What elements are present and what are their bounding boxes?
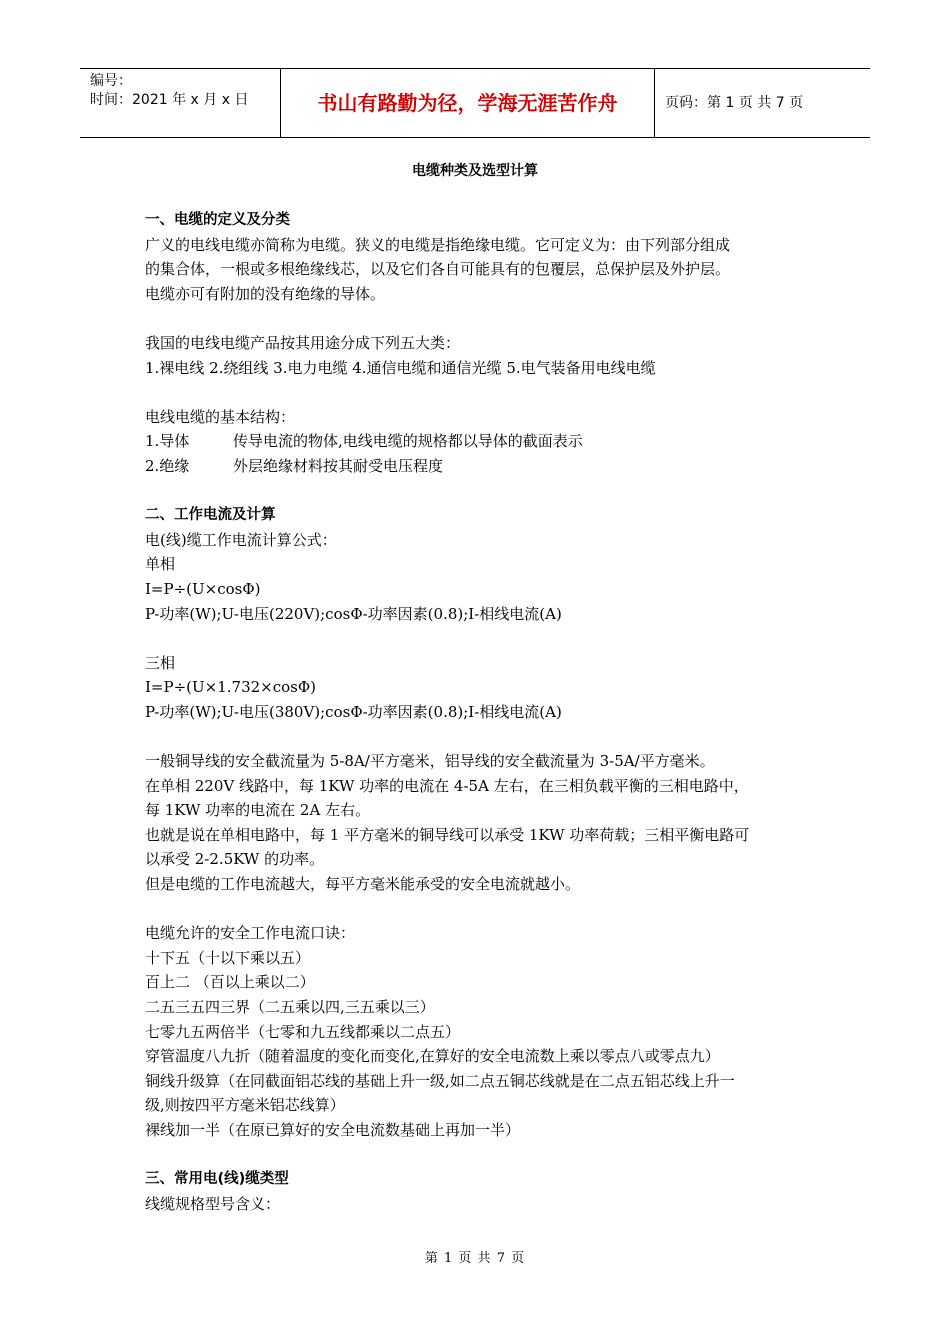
paragraph-line: 电缆允许的安全工作电流口诀： bbox=[145, 924, 356, 943]
structure-term: 2.绝缘 bbox=[145, 456, 190, 475]
header-page-info: 页码：第 1 页 共 7 页 bbox=[665, 95, 804, 111]
number-label: 编号： bbox=[90, 73, 132, 89]
header-meta bbox=[80, 69, 281, 137]
rhyme-line: 七零九五两倍半（七零和九五线都乘以二点五） bbox=[145, 1022, 461, 1041]
page-footer: 第 1 页 共 7 页 bbox=[424, 1251, 526, 1266]
rhyme-line: 穿管温度八九折（随着温度的变化而变化,在算好的安全电流数上乘以零点八或零点九） bbox=[145, 1047, 720, 1066]
header-slogan: 书山有路勤为径，学海无涯苦作舟 bbox=[281, 69, 655, 137]
paragraph-line: 电(线)缆工作电流计算公式： bbox=[145, 530, 337, 549]
document-title: 电缆种类及选型计算 bbox=[412, 163, 538, 179]
structure-desc: 传导电流的物体,电线电缆的规格都以导体的截面表示 bbox=[233, 432, 583, 451]
section-heading: 三、常用电(线)缆类型 bbox=[145, 1171, 289, 1188]
paragraph-line: 一般铜导线的安全截流量为 5-8A/平方毫米，铝导线的安全截流量为 3-5A/平方毫米。 bbox=[145, 752, 715, 771]
paragraph-line: 1.裸电线 2.绕组线 3.电力电缆 4.通信电缆和通信光缆 5.电气装备用电线电缆 bbox=[145, 358, 656, 377]
structure-item bbox=[145, 429, 815, 454]
paragraph-line: 广义的电线电缆亦简称为电缆。狭义的电缆是指绝缘电缆。它可定义为：由下列部分组成 bbox=[145, 235, 731, 254]
paragraph-line: 在单相 220V 线路中，每 1KW 功率的电流在 4-5A 左右，在三相负载平衡的三相电路中， bbox=[145, 776, 749, 795]
structure-item bbox=[145, 454, 815, 479]
structure-term: 1.导体 bbox=[145, 432, 190, 451]
rhyme-line: 十下五（十以下乘以五） bbox=[145, 948, 311, 967]
rhyme-line: 百上二 （百以上乘以二） bbox=[145, 973, 315, 992]
paragraph-line: 单相 bbox=[145, 555, 176, 574]
paragraph-line: 电缆亦可有附加的没有绝缘的导体。 bbox=[145, 284, 386, 303]
paragraph-line: 线缆规格型号含义： bbox=[145, 1194, 281, 1213]
paragraph-line: 电线电缆的基本结构： bbox=[145, 407, 296, 426]
paragraph-line: 我国的电线电缆产品按其用途分成下列五大类： bbox=[145, 333, 461, 352]
section-heading: 二、工作电流及计算 bbox=[145, 507, 276, 524]
paragraph-line: 以承受 2-2.5KW 的功率。 bbox=[145, 850, 325, 869]
section-heading: 一、电缆的定义及分类 bbox=[145, 212, 290, 228]
rhyme-line: 铜线升级算（在同截面铝芯线的基础上升一级,如二点五铜芯线就是在二点五铝芯线上升一 bbox=[145, 1071, 735, 1090]
paragraph-line: 的集合体，一根或多根绝缘线芯，以及它们各自可能具有的包覆层，总保护层及外护层。 bbox=[145, 260, 731, 279]
document-header bbox=[80, 68, 870, 138]
paragraph-line: 也就是说在单相电路中，每 1 平方毫米的铜导线可以承受 1KW 功率荷载；三相平衡电路可 bbox=[145, 825, 750, 844]
paragraph-line: P-功率(W);U-电压(220V);cosΦ-功率因素(0.8);I-相线电流(A) bbox=[145, 604, 562, 623]
paragraph-line: 三相 bbox=[145, 653, 176, 672]
rhyme-line: 二五三五四三界（二五乘以四,三五乘以三） bbox=[145, 998, 435, 1016]
paragraph-line: 但是电缆的工作电流越大，每平方毫米能承受的安全电流就越小。 bbox=[145, 875, 581, 894]
formula-line: I=P÷(U×1.732×cosΦ) bbox=[145, 678, 317, 697]
structure-desc: 外层绝缘材料按其耐受电压程度 bbox=[233, 456, 444, 475]
paragraph-line: 每 1KW 功率的电流在 2A 左右。 bbox=[145, 801, 371, 820]
document-body bbox=[145, 208, 815, 1216]
formula-line: I=P÷(U×cosΦ) bbox=[145, 579, 261, 598]
rhyme-line: 级,则按四平方毫米铝芯线算） bbox=[145, 1096, 345, 1115]
rhyme-line: 裸线加一半（在原已算好的安全电流数基础上再加一半） bbox=[145, 1120, 521, 1139]
time-label: 时间：2021 年 x 月 x 日 bbox=[90, 92, 249, 108]
paragraph-line: P-功率(W);U-电压(380V);cosΦ-功率因素(0.8);I-相线电流(A) bbox=[145, 702, 562, 721]
